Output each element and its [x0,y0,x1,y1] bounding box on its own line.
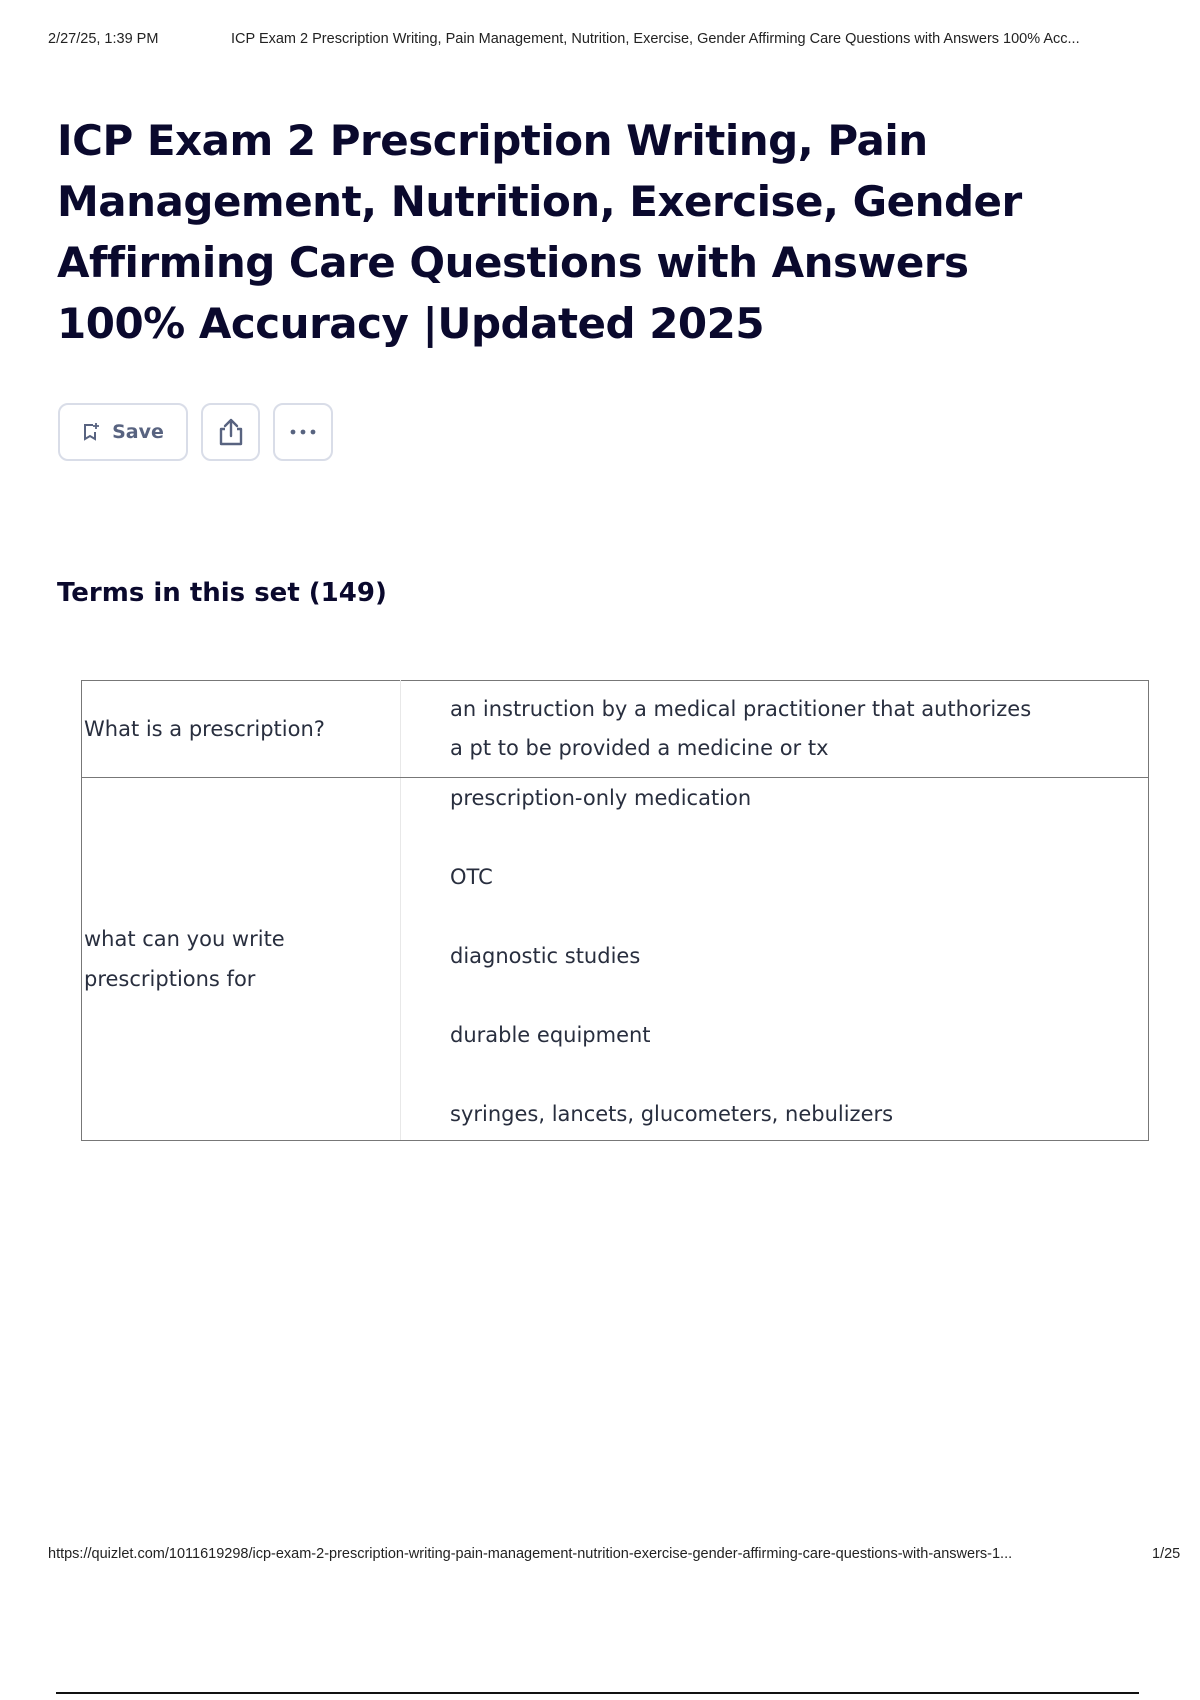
save-bookmark-icon [82,422,100,442]
print-datetime: 2/27/25, 1:39 PM [48,31,159,47]
definition-list [401,778,1149,1141]
share-button[interactable] [201,403,260,461]
definition-item: prescription-only medication [450,786,752,810]
share-icon [217,417,245,447]
term-text: what can you write prescriptions for [82,778,401,1141]
page-number: 1/25 [1152,1546,1181,1562]
save-label: Save [112,421,164,443]
more-options-button[interactable] [273,403,333,461]
term-row [82,778,1149,1141]
definition-item: syringes, lancets, glucometers, nebulizers [450,1102,894,1126]
definition-item: diagnostic studies [450,944,641,968]
terms-table [81,680,1149,1141]
terms-heading: Terms in this set (149) [57,578,387,608]
term-text: What is a prescription? [82,681,401,778]
definition-item: durable equipment [450,1023,651,1047]
term-row [82,681,1149,778]
save-button[interactable] [58,403,188,461]
more-dots-icon [289,429,317,435]
definition-text: an instruction by a medical practitioner that authorizes a pt to be provided a medicine or tx [401,681,1149,778]
page-title: ICP Exam 2 Prescription Writing, Pain Management, Nutrition, Exercise, Gender Affirming Care Questions with Answers 100% Accuracy |Updated 2025 [57,116,1022,348]
definition-item: OTC [450,865,493,889]
print-url: https://quizlet.com/1011619298/icp-exam-2-prescription-writing-pain-management-nutrition-exercise-gender-affirming-care-questions-with-answers-1... [48,1546,1013,1562]
print-page-title: ICP Exam 2 Prescription Writing, Pain Management, Nutrition, Exercise, Gender Affirming Care Questions with Answers 100% Acc... [231,31,1080,47]
page-divider [56,1692,1139,1694]
